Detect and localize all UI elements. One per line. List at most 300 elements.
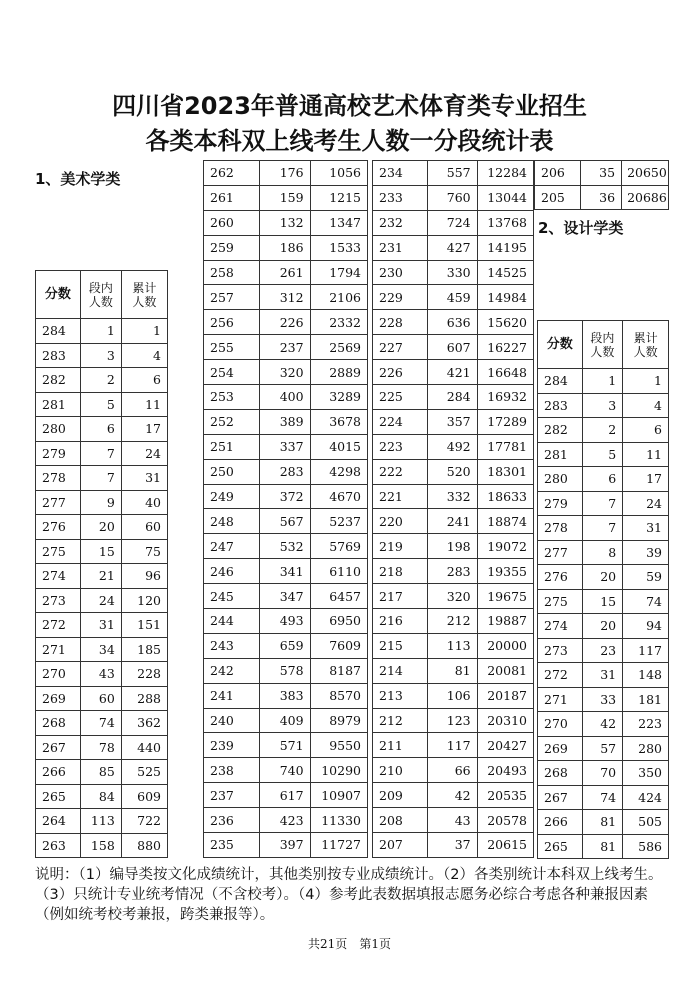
cell-score: 247 xyxy=(204,534,260,559)
cell-segment-count: 158 xyxy=(80,833,121,858)
cell-cumulative-count: 20000 xyxy=(477,633,533,658)
cell-cumulative-count: 40 xyxy=(121,490,167,515)
cell-score: 272 xyxy=(36,613,81,638)
cell-segment-count: 20 xyxy=(582,565,623,590)
cell-segment-count: 212 xyxy=(427,609,477,634)
cell-score: 282 xyxy=(538,418,583,443)
cell-score: 211 xyxy=(373,733,428,758)
cell-cumulative-count: 10290 xyxy=(310,758,367,783)
cell-score: 279 xyxy=(36,441,81,466)
table-row xyxy=(373,833,534,858)
cell-score: 218 xyxy=(373,559,428,584)
cell-score: 284 xyxy=(538,369,583,394)
cell-cumulative-count: 15620 xyxy=(477,310,533,335)
cell-score: 251 xyxy=(204,434,260,459)
cell-segment-count: 84 xyxy=(80,784,121,809)
cell-score: 227 xyxy=(373,335,428,360)
cell-segment-count: 617 xyxy=(259,783,310,808)
table-row xyxy=(373,559,534,584)
table-row xyxy=(36,735,168,760)
cell-score: 212 xyxy=(373,708,428,733)
table-row xyxy=(204,733,368,758)
cell-score: 222 xyxy=(373,459,428,484)
table-row xyxy=(204,310,368,335)
cell-cumulative-count: 505 xyxy=(623,810,669,835)
table-row xyxy=(36,637,168,662)
table-row xyxy=(36,441,168,466)
cell-score: 206 xyxy=(535,161,581,186)
table-row xyxy=(204,161,368,186)
cell-cumulative-count: 2889 xyxy=(310,360,367,385)
cell-score: 240 xyxy=(204,708,260,733)
cell-segment-count: 283 xyxy=(427,559,477,584)
cell-score: 262 xyxy=(204,161,260,186)
cell-score: 243 xyxy=(204,633,260,658)
fine-arts-table-4 xyxy=(534,160,669,210)
cell-segment-count: 123 xyxy=(427,708,477,733)
table-row xyxy=(36,392,168,417)
table-row xyxy=(373,459,534,484)
cell-score: 267 xyxy=(538,785,583,810)
cell-cumulative-count: 280 xyxy=(623,736,669,761)
cell-score: 230 xyxy=(373,260,428,285)
cell-cumulative-count: 20081 xyxy=(477,658,533,683)
cell-cumulative-count: 1533 xyxy=(310,235,367,260)
table-row xyxy=(204,235,368,260)
cell-segment-count: 532 xyxy=(259,534,310,559)
cell-score: 232 xyxy=(373,210,428,235)
cell-score: 265 xyxy=(36,784,81,809)
table-row xyxy=(204,833,368,858)
cell-cumulative-count: 2332 xyxy=(310,310,367,335)
cell-score: 279 xyxy=(538,491,583,516)
cell-segment-count: 3 xyxy=(80,343,121,368)
cell-segment-count: 85 xyxy=(80,760,121,785)
cell-segment-count: 74 xyxy=(80,711,121,736)
cell-score: 278 xyxy=(36,466,81,491)
table-row xyxy=(373,733,534,758)
cell-segment-count: 332 xyxy=(427,484,477,509)
table-row xyxy=(204,683,368,708)
cell-score: 284 xyxy=(36,319,81,344)
cell-cumulative-count: 11330 xyxy=(310,808,367,833)
table-row xyxy=(373,534,534,559)
cell-segment-count: 226 xyxy=(259,310,310,335)
table-row xyxy=(373,185,534,210)
table-row xyxy=(373,260,534,285)
table-row xyxy=(36,466,168,491)
cell-segment-count: 341 xyxy=(259,559,310,584)
cell-segment-count: 760 xyxy=(427,185,477,210)
table-row xyxy=(373,758,534,783)
cell-cumulative-count: 525 xyxy=(121,760,167,785)
cell-segment-count: 5 xyxy=(582,442,623,467)
cell-score: 278 xyxy=(538,516,583,541)
table-row xyxy=(373,783,534,808)
cell-score: 233 xyxy=(373,185,428,210)
header-score: 分数 xyxy=(538,321,583,369)
cell-score: 274 xyxy=(36,564,81,589)
cell-score: 273 xyxy=(538,638,583,663)
cell-score: 210 xyxy=(373,758,428,783)
cell-score: 282 xyxy=(36,368,81,393)
cell-cumulative-count: 151 xyxy=(121,613,167,638)
cell-segment-count: 21 xyxy=(80,564,121,589)
cell-segment-count: 37 xyxy=(427,833,477,858)
cell-score: 283 xyxy=(538,393,583,418)
cell-segment-count: 459 xyxy=(427,285,477,310)
cell-score: 280 xyxy=(36,417,81,442)
cell-cumulative-count: 1 xyxy=(623,369,669,394)
cell-score: 274 xyxy=(538,614,583,639)
cell-score: 272 xyxy=(538,663,583,688)
cell-cumulative-count: 11 xyxy=(121,392,167,417)
cell-cumulative-count: 120 xyxy=(121,588,167,613)
cell-segment-count: 31 xyxy=(582,663,623,688)
cell-cumulative-count: 14525 xyxy=(477,260,533,285)
cell-segment-count: 8 xyxy=(582,540,623,565)
cell-score: 209 xyxy=(373,783,428,808)
cell-score: 266 xyxy=(36,760,81,785)
table-row xyxy=(538,467,669,492)
cell-segment-count: 421 xyxy=(427,360,477,385)
cell-segment-count: 6 xyxy=(582,467,623,492)
section-design: 2、设计学类 xyxy=(538,219,624,237)
cell-cumulative-count: 3678 xyxy=(310,409,367,434)
table-row xyxy=(204,185,368,210)
cell-score: 234 xyxy=(373,161,428,186)
header-segment-count: 段内 人数 xyxy=(582,321,623,369)
cell-cumulative-count: 9550 xyxy=(310,733,367,758)
cell-score: 283 xyxy=(36,343,81,368)
table-row xyxy=(538,785,669,810)
table-row xyxy=(538,761,669,786)
cell-segment-count: 15 xyxy=(80,539,121,564)
cell-segment-count: 60 xyxy=(80,686,121,711)
cell-score: 273 xyxy=(36,588,81,613)
cell-cumulative-count: 39 xyxy=(623,540,669,565)
cell-score: 245 xyxy=(204,584,260,609)
table-row xyxy=(204,758,368,783)
cell-segment-count: 117 xyxy=(427,733,477,758)
cell-cumulative-count: 6457 xyxy=(310,584,367,609)
cell-segment-count: 607 xyxy=(427,335,477,360)
table-row xyxy=(373,484,534,509)
cell-cumulative-count: 19887 xyxy=(477,609,533,634)
cell-cumulative-count: 20427 xyxy=(477,733,533,758)
cell-segment-count: 9 xyxy=(80,490,121,515)
table-row xyxy=(538,516,669,541)
cell-cumulative-count: 4 xyxy=(623,393,669,418)
fine-arts-table-1 xyxy=(35,270,168,858)
cell-cumulative-count: 20310 xyxy=(477,708,533,733)
table-row xyxy=(204,509,368,534)
table-row xyxy=(373,658,534,683)
cell-score: 208 xyxy=(373,808,428,833)
cell-segment-count: 320 xyxy=(427,584,477,609)
cell-cumulative-count: 74 xyxy=(623,589,669,614)
table-row xyxy=(36,343,168,368)
cell-cumulative-count: 8187 xyxy=(310,658,367,683)
cell-cumulative-count: 880 xyxy=(121,833,167,858)
cell-score: 277 xyxy=(36,490,81,515)
cell-segment-count: 1 xyxy=(582,369,623,394)
cell-cumulative-count: 6 xyxy=(623,418,669,443)
cell-segment-count: 113 xyxy=(427,633,477,658)
cell-score: 269 xyxy=(36,686,81,711)
cell-cumulative-count: 350 xyxy=(623,761,669,786)
cell-segment-count: 2 xyxy=(582,418,623,443)
cell-score: 242 xyxy=(204,658,260,683)
table-row xyxy=(373,310,534,335)
cell-score: 276 xyxy=(36,515,81,540)
cell-segment-count: 70 xyxy=(582,761,623,786)
table-row xyxy=(36,784,168,809)
cell-score: 265 xyxy=(538,834,583,859)
cell-segment-count: 176 xyxy=(259,161,310,186)
table-row xyxy=(36,319,168,344)
table-row xyxy=(36,564,168,589)
cell-score: 215 xyxy=(373,633,428,658)
cell-cumulative-count: 8570 xyxy=(310,683,367,708)
cell-score: 275 xyxy=(36,539,81,564)
cell-cumulative-count: 19072 xyxy=(477,534,533,559)
cell-segment-count: 5 xyxy=(80,392,121,417)
cell-cumulative-count: 16227 xyxy=(477,335,533,360)
table-row xyxy=(538,540,669,565)
cell-cumulative-count: 20578 xyxy=(477,808,533,833)
cell-segment-count: 7 xyxy=(80,441,121,466)
cell-score: 264 xyxy=(36,809,81,834)
cell-cumulative-count: 17 xyxy=(623,467,669,492)
cell-cumulative-count: 148 xyxy=(623,663,669,688)
cell-score: 237 xyxy=(204,783,260,808)
cell-segment-count: 74 xyxy=(582,785,623,810)
cell-score: 219 xyxy=(373,534,428,559)
cell-score: 228 xyxy=(373,310,428,335)
cell-segment-count: 423 xyxy=(259,808,310,833)
cell-segment-count: 724 xyxy=(427,210,477,235)
cell-score: 231 xyxy=(373,235,428,260)
cell-cumulative-count: 20650 xyxy=(622,161,669,186)
cell-segment-count: 1 xyxy=(80,319,121,344)
table-row xyxy=(538,638,669,663)
cell-cumulative-count: 2106 xyxy=(310,285,367,310)
cell-segment-count: 520 xyxy=(427,459,477,484)
table-row xyxy=(373,385,534,410)
table-row xyxy=(36,588,168,613)
cell-cumulative-count: 4015 xyxy=(310,434,367,459)
table-row xyxy=(204,658,368,683)
cell-segment-count: 320 xyxy=(259,360,310,385)
table-row xyxy=(204,584,368,609)
table-row xyxy=(535,161,669,186)
table-row xyxy=(373,235,534,260)
cell-cumulative-count: 18874 xyxy=(477,509,533,534)
table-row xyxy=(204,559,368,584)
cell-cumulative-count: 609 xyxy=(121,784,167,809)
cell-cumulative-count: 18633 xyxy=(477,484,533,509)
cell-segment-count: 24 xyxy=(80,588,121,613)
table-row xyxy=(373,360,534,385)
cell-cumulative-count: 18301 xyxy=(477,459,533,484)
cell-segment-count: 492 xyxy=(427,434,477,459)
cell-cumulative-count: 185 xyxy=(121,637,167,662)
table-row xyxy=(36,417,168,442)
table-row xyxy=(204,285,368,310)
cell-score: 259 xyxy=(204,235,260,260)
cell-cumulative-count: 5769 xyxy=(310,534,367,559)
cell-segment-count: 6 xyxy=(80,417,121,442)
cell-cumulative-count: 4670 xyxy=(310,484,367,509)
cell-score: 244 xyxy=(204,609,260,634)
cell-score: 217 xyxy=(373,584,428,609)
table-header-row xyxy=(36,271,168,319)
cell-cumulative-count: 19675 xyxy=(477,584,533,609)
cell-cumulative-count: 14984 xyxy=(477,285,533,310)
cell-cumulative-count: 10907 xyxy=(310,783,367,808)
table-row xyxy=(204,783,368,808)
cell-segment-count: 81 xyxy=(582,810,623,835)
cell-segment-count: 106 xyxy=(427,683,477,708)
cell-segment-count: 740 xyxy=(259,758,310,783)
cell-segment-count: 15 xyxy=(582,589,623,614)
cell-score: 270 xyxy=(36,662,81,687)
cell-cumulative-count: 223 xyxy=(623,712,669,737)
table-row xyxy=(538,589,669,614)
cell-score: 269 xyxy=(538,736,583,761)
cell-cumulative-count: 20187 xyxy=(477,683,533,708)
table-row xyxy=(373,633,534,658)
table-row xyxy=(36,613,168,638)
cell-segment-count: 567 xyxy=(259,509,310,534)
cell-segment-count: 493 xyxy=(259,609,310,634)
cell-cumulative-count: 4 xyxy=(121,343,167,368)
table-row xyxy=(204,808,368,833)
table-row xyxy=(373,434,534,459)
page-indicator xyxy=(0,935,699,952)
cell-score: 213 xyxy=(373,683,428,708)
cell-segment-count: 337 xyxy=(259,434,310,459)
cell-score: 221 xyxy=(373,484,428,509)
table-row xyxy=(373,509,534,534)
cell-segment-count: 3 xyxy=(582,393,623,418)
cell-segment-count: 636 xyxy=(427,310,477,335)
table-row xyxy=(204,335,368,360)
table-row xyxy=(204,609,368,634)
table-row xyxy=(538,614,669,639)
cell-cumulative-count: 60 xyxy=(121,515,167,540)
table-row xyxy=(538,663,669,688)
header-cumulative-count: 累计 人数 xyxy=(121,271,167,319)
cell-cumulative-count: 288 xyxy=(121,686,167,711)
cell-segment-count: 7 xyxy=(582,516,623,541)
cell-score: 260 xyxy=(204,210,260,235)
cell-cumulative-count: 11727 xyxy=(310,833,367,858)
cell-cumulative-count: 96 xyxy=(121,564,167,589)
table-row xyxy=(36,711,168,736)
cell-segment-count: 7 xyxy=(80,466,121,491)
cell-cumulative-count: 7609 xyxy=(310,633,367,658)
cell-segment-count: 132 xyxy=(259,210,310,235)
cell-cumulative-count: 24 xyxy=(121,441,167,466)
cell-segment-count: 571 xyxy=(259,733,310,758)
cell-score: 280 xyxy=(538,467,583,492)
cell-cumulative-count: 586 xyxy=(623,834,669,859)
cell-score: 268 xyxy=(538,761,583,786)
cell-segment-count: 284 xyxy=(427,385,477,410)
table-row xyxy=(538,369,669,394)
page-total: 共21页 xyxy=(308,937,348,951)
cell-cumulative-count: 17781 xyxy=(477,434,533,459)
table-row xyxy=(204,210,368,235)
cell-score: 276 xyxy=(538,565,583,590)
cell-score: 223 xyxy=(373,434,428,459)
cell-segment-count: 397 xyxy=(259,833,310,858)
table-row xyxy=(373,210,534,235)
table-row xyxy=(538,736,669,761)
cell-segment-count: 400 xyxy=(259,385,310,410)
cell-score: 252 xyxy=(204,409,260,434)
document-title-line1: 四川省2023年普通高校艺术体育类专业招生 xyxy=(112,92,587,120)
table-row xyxy=(36,539,168,564)
table-row xyxy=(36,760,168,785)
table-row xyxy=(373,609,534,634)
table-row xyxy=(373,409,534,434)
table-row xyxy=(204,534,368,559)
cell-cumulative-count: 20535 xyxy=(477,783,533,808)
explanation-note: 说明：（1）编导类按文化成绩统计，其他类别按专业成绩统计。（2）各类别统计本科双上线考生。（3）只统计专业统考情况（不含校考）。（4）参考此表数据填报志愿务必综合考虑各种兼报因素（例如统考校考兼报，跨类兼报等）。 xyxy=(35,867,663,923)
cell-cumulative-count: 94 xyxy=(623,614,669,639)
cell-score: 261 xyxy=(204,185,260,210)
cell-segment-count: 20 xyxy=(80,515,121,540)
table-row xyxy=(538,565,669,590)
table-row xyxy=(538,491,669,516)
cell-segment-count: 43 xyxy=(427,808,477,833)
cell-score: 229 xyxy=(373,285,428,310)
table-row xyxy=(373,683,534,708)
table-row xyxy=(538,834,669,859)
header-segment-count: 段内 人数 xyxy=(80,271,121,319)
cell-score: 225 xyxy=(373,385,428,410)
fine-arts-table-3 xyxy=(372,160,534,858)
cell-score: 281 xyxy=(538,442,583,467)
cell-cumulative-count: 59 xyxy=(623,565,669,590)
cell-score: 238 xyxy=(204,758,260,783)
table-header-row xyxy=(538,321,669,369)
cell-cumulative-count: 16932 xyxy=(477,385,533,410)
cell-cumulative-count: 440 xyxy=(121,735,167,760)
cell-score: 216 xyxy=(373,609,428,634)
cell-cumulative-count: 1794 xyxy=(310,260,367,285)
cell-segment-count: 237 xyxy=(259,335,310,360)
cell-cumulative-count: 24 xyxy=(623,491,669,516)
cell-score: 254 xyxy=(204,360,260,385)
cell-score: 268 xyxy=(36,711,81,736)
table-row xyxy=(538,418,669,443)
cell-segment-count: 2 xyxy=(80,368,121,393)
cell-cumulative-count: 19355 xyxy=(477,559,533,584)
cell-score: 207 xyxy=(373,833,428,858)
cell-segment-count: 383 xyxy=(259,683,310,708)
table-row xyxy=(36,515,168,540)
cell-cumulative-count: 20493 xyxy=(477,758,533,783)
header-score: 分数 xyxy=(36,271,81,319)
cell-segment-count: 186 xyxy=(259,235,310,260)
page-current: 第1页 xyxy=(359,937,391,951)
table-row xyxy=(373,708,534,733)
table-row xyxy=(36,809,168,834)
